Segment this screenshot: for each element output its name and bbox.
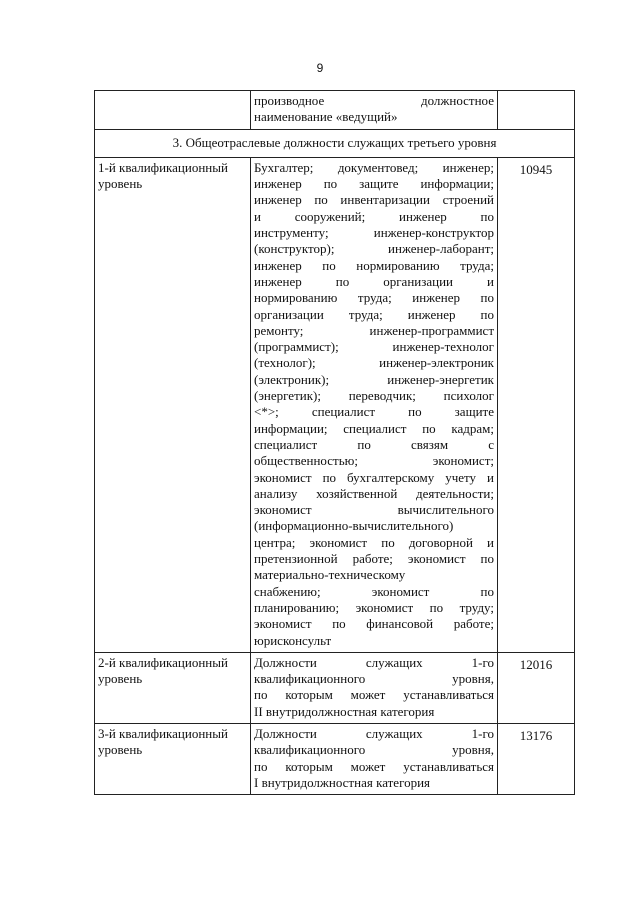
text-line: претензионной работе; экономист по [254, 551, 494, 567]
section-header-row [95, 129, 575, 157]
text-line: Должности служащих 1-го [254, 654, 494, 670]
text-line: по которым может устанавливаться [254, 758, 494, 774]
table-row-level-2 [95, 652, 575, 723]
text-line: по которым может устанавливаться [254, 687, 494, 703]
text-line: (конструктор); инженер-лаборант; [254, 241, 494, 257]
text-line: <*>; специалист по защите [254, 404, 494, 420]
positions-table [94, 90, 575, 795]
text-line: планированию; экономист по труду; [254, 599, 494, 615]
text-line: инженер по защите информации; [254, 176, 494, 192]
text-line: центра; экономист по договорной и [254, 534, 494, 550]
text-line: ремонту; инженер-программист [254, 322, 494, 338]
text-line: юрисконсульт [254, 632, 332, 648]
positions-lines [254, 160, 494, 649]
text-line: (информационно-вычислительного) [254, 518, 454, 534]
text-line: общественностью; экономист; [254, 453, 494, 469]
text-line: квалификационного уровня, [254, 742, 494, 758]
continuation-text [251, 91, 498, 130]
continuation-lines [254, 93, 494, 126]
table-row-level-3 [95, 723, 575, 794]
qualification-level: 1-й квалификационный уровень [95, 157, 251, 652]
positions-list [251, 652, 498, 723]
text-line: (энергетик); переводчик; психолог [254, 388, 494, 404]
salary-value: 13176 [498, 723, 575, 794]
text-line: инженер по инвентаризации строений [254, 192, 494, 208]
qualification-level: 2-й квалификационный уровень [95, 652, 251, 723]
text-line: (программист); инженер-технолог [254, 339, 494, 355]
table-cell-empty [498, 91, 575, 130]
text-line: инженер по нормированию труда; [254, 257, 494, 273]
positions-list [251, 723, 498, 794]
table-row-continuation [95, 91, 575, 130]
text-line: Бухгалтер; документовед; инженер; [254, 159, 494, 175]
text-line: организации труда; инженер по [254, 306, 494, 322]
text-line: и сооружений; инженер по [254, 208, 494, 224]
text-line: I внутридолжностная категория [254, 774, 431, 790]
text-line: нормированию труда; инженер по [254, 290, 494, 306]
salary-value: 12016 [498, 652, 575, 723]
text-line: анализу хозяйственной деятельности; [254, 485, 494, 501]
text-line: экономист вычислительного [254, 502, 494, 518]
text-line: специалист по связям с [254, 436, 494, 452]
page-number: 9 [316, 61, 324, 75]
text-line: наименование «ведущий» [254, 109, 398, 125]
text-line: инструменту; инженер-конструктор [254, 225, 494, 241]
text-line: снабжению; экономист по [254, 583, 494, 599]
text-line: (технолог); инженер-электроник [254, 355, 494, 371]
text-line: информации; специалист по кадрам; [254, 420, 494, 436]
text-line: экономист по финансовой работе; [254, 616, 494, 632]
positions-lines [254, 726, 494, 791]
text-line: экономист по бухгалтерскому учету и [254, 469, 494, 485]
qualification-level: 3-й квалификационный уровень [95, 723, 251, 794]
positions-lines [254, 655, 494, 720]
text-line: квалификационного уровня, [254, 671, 494, 687]
table-cell-empty [95, 91, 251, 130]
text-line: Должности служащих 1-го [254, 725, 494, 741]
section-title: 3. Общеотраслевые должности служащих третьего уровня [95, 129, 575, 157]
text-line: инженер по организации и [254, 273, 494, 289]
text-line: производное должностное [254, 93, 494, 108]
text-line: материально-техническому [254, 567, 406, 583]
table-row-level-1 [95, 157, 575, 652]
positions-list [251, 157, 498, 652]
salary-value: 10945 [498, 157, 575, 652]
text-line: (электроник); инженер-энергетик [254, 371, 494, 387]
text-line: II внутридолжностная категория [254, 703, 435, 719]
